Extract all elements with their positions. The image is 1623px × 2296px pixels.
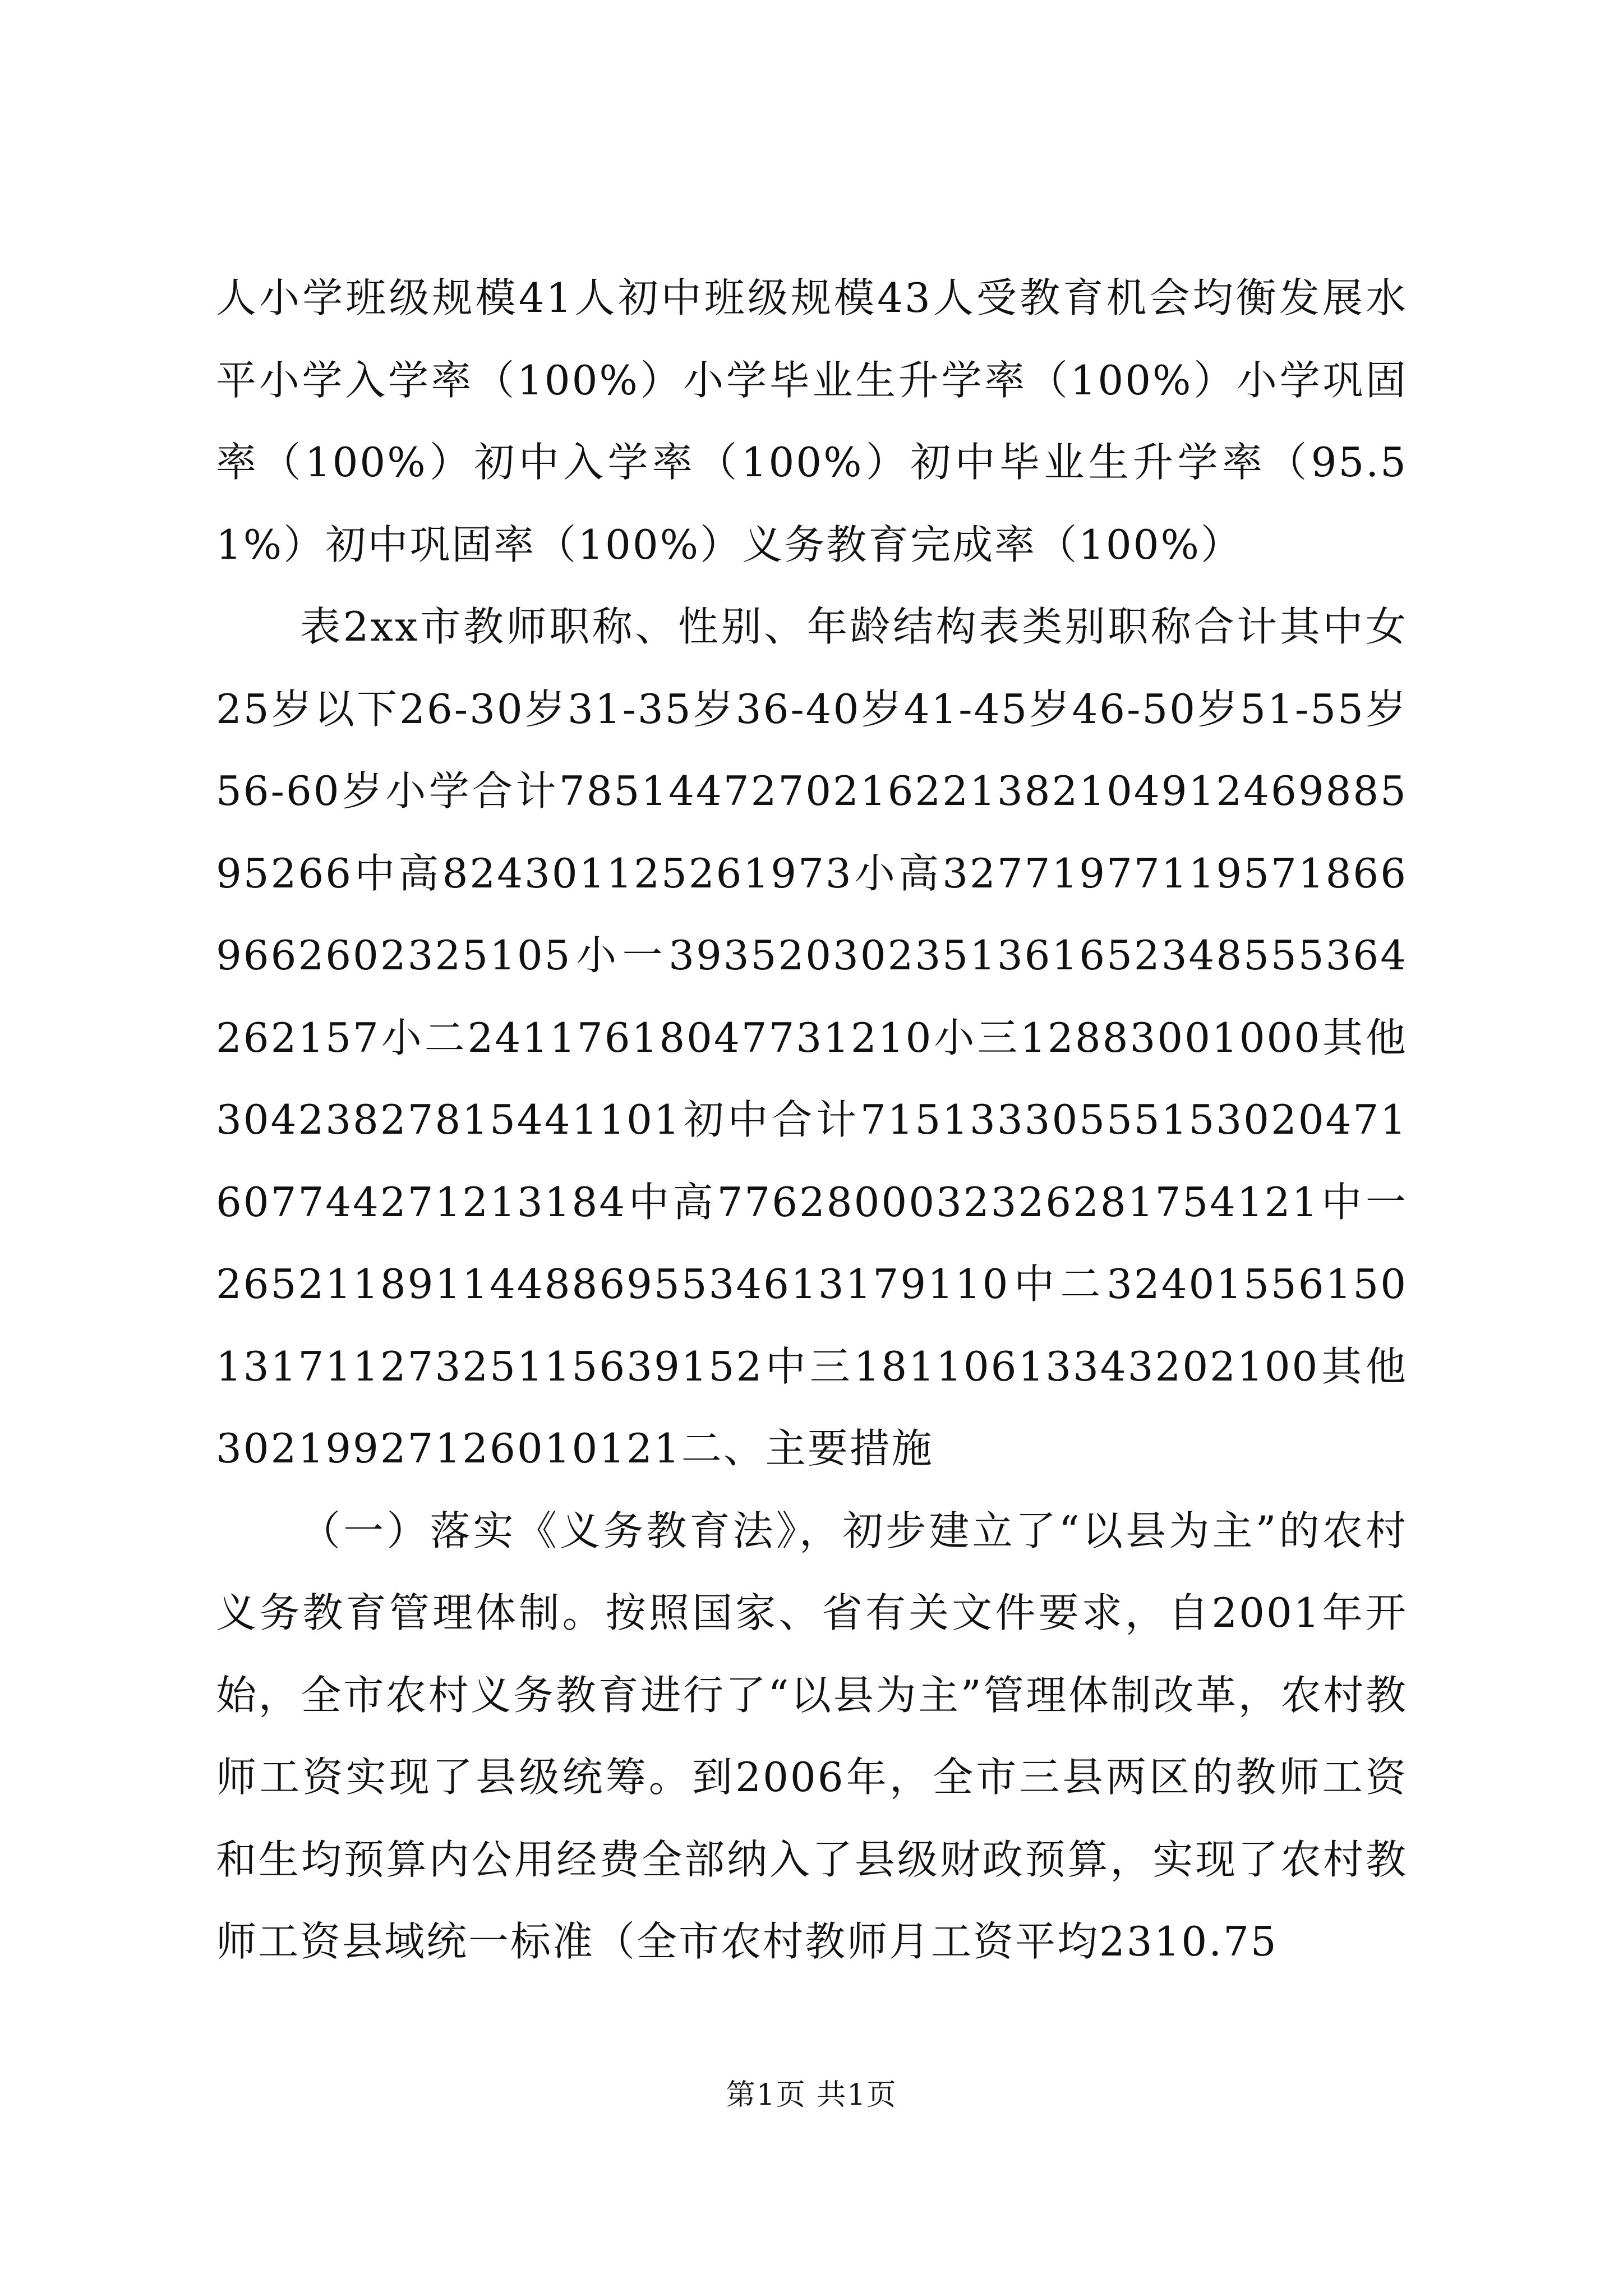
paragraph-measures: （一）落实《义务教育法》，初步建立了“以县为主”的农村义务教育管理体制。按照国家、省有关文件要求，自2001年开始，全市农村义务教育进行了“以县为主”管理体制改革，农村教师工资实现了县级统筹。到2006年，全市三县两区的教师工资和生均预算内公用经费全部纳入了县级财政预算，实现了农村教师工资县域统一标准（全市农村教师月工资平均2310.75: [216, 1507, 1408, 1965]
paragraph-teacher-table: 表2xx市教师职称、性别、年龄结构表类别职称合计其中女25岁以下26-30岁31-35岁36-40岁41-45岁46-50岁51-55岁56-60岁小学合计785144727021622138210491246988595266中高824301125261973小高327719771195718669662602325105小一393520302351361652348555364262157小二24117618047731210小三12883001000其他30423827815441101初中合计71513330555153020471607744271213184中高7762800032326281754121中一26521189114488695534613179110中二3240155615013171127325115639152中三18110613343202100其他30219927126010121二、主要措施: [216, 603, 1408, 1472]
page-footer: 第1页 共1页: [726, 2078, 897, 2112]
paragraph-statistics: 人小学班级规模41人初中班级规模43人受教育机会均衡发展水平小学入学率（100%）小学毕业生升学率（100%）小学巩固率（100%）初中入学率（100%）初中毕业生升学率（95.51%）初中巩固率（100%）义务教育完成率（100%）: [216, 274, 1408, 568]
body-text: [216, 257, 1408, 1983]
